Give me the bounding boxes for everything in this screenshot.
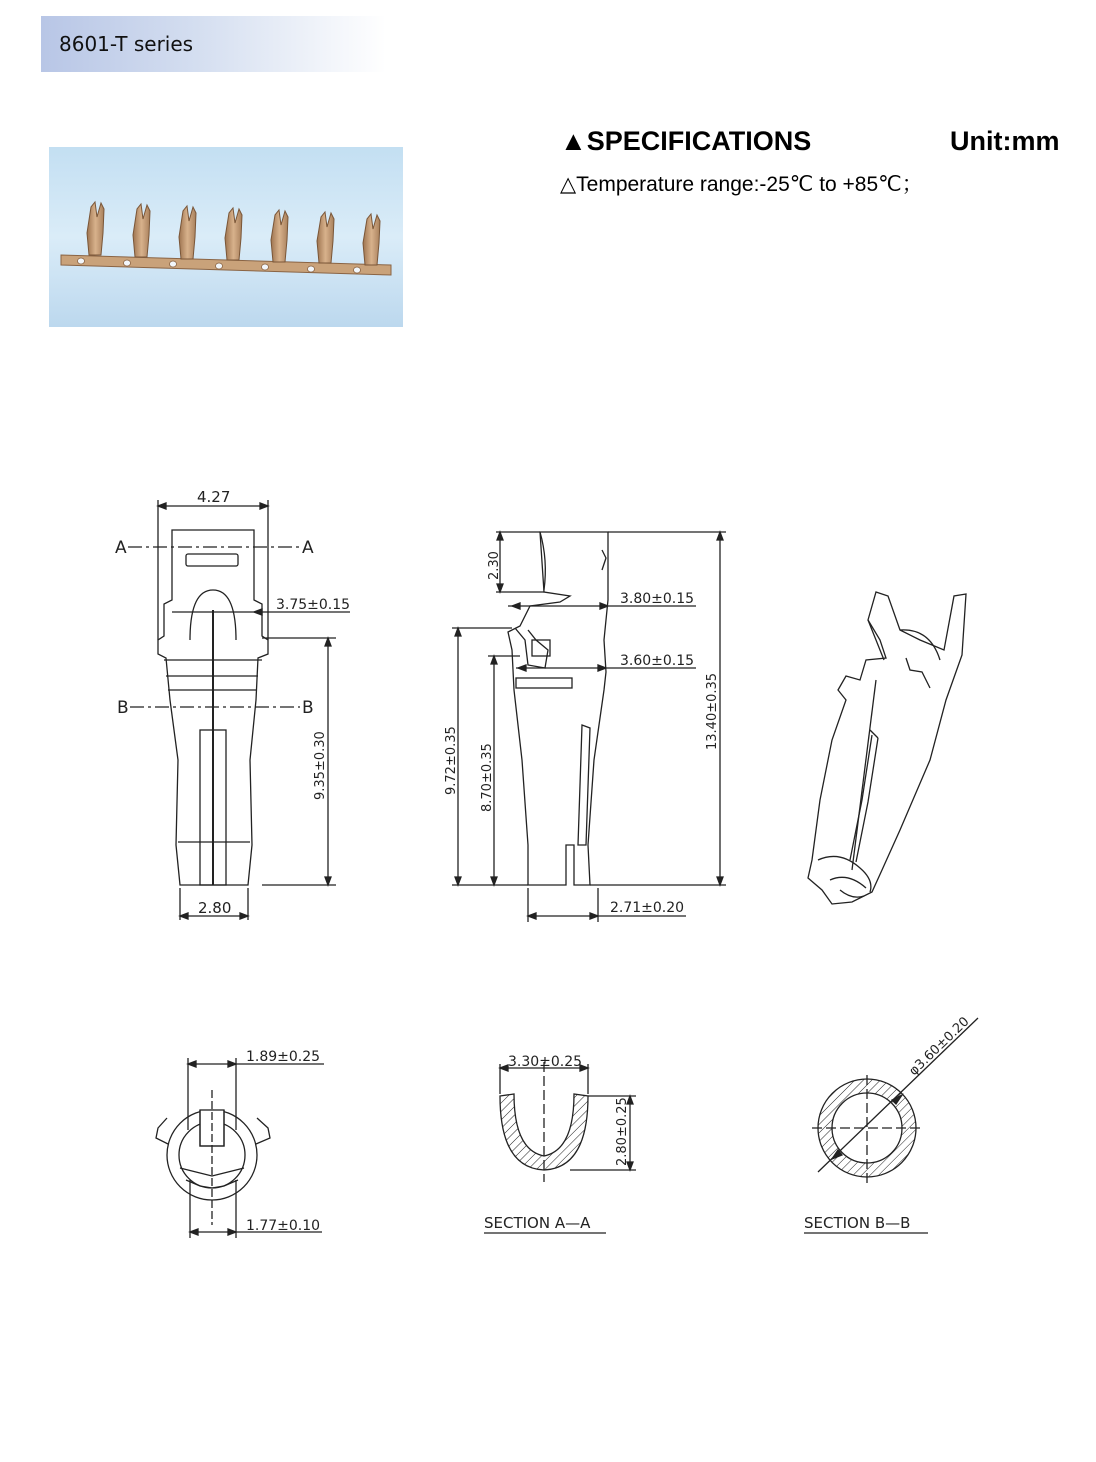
dim-width-top: 4.27: [197, 488, 231, 506]
section-aa-label: SECTION A—A: [484, 1214, 591, 1232]
series-title: 8601-T series: [59, 32, 194, 56]
dim-230: 2.30: [487, 551, 502, 580]
dim-330: 3.30±0.25: [508, 1054, 583, 1070]
front-view: [115, 488, 350, 920]
dim-diameter-360: φ3.60±0.20: [906, 1014, 973, 1079]
side-view: [444, 532, 726, 922]
dim-360: 3.60±0.15: [620, 653, 695, 669]
specifications-heading: ▲SPECIFICATIONS: [560, 126, 812, 156]
dim-375: 3.75±0.15: [276, 597, 351, 613]
dim-271: 2.71±0.20: [610, 900, 685, 916]
temperature-range: △Temperature range:-25℃ to +85℃；: [560, 173, 923, 196]
dim-870: 8.70±0.35: [480, 743, 495, 812]
dim-280: 2.80±0.25: [615, 1097, 630, 1166]
unit-label: Unit:mm: [950, 126, 1060, 156]
section-b-label-right: B: [302, 698, 314, 718]
isometric-view: [808, 592, 966, 904]
dim-380: 3.80±0.15: [620, 591, 695, 607]
section-a-label-left: A: [115, 538, 127, 558]
end-view: [156, 1049, 324, 1238]
dim-width-bottom: 2.80: [198, 899, 232, 917]
section-a-label-right: A: [302, 538, 314, 558]
dim-972: 9.72±0.35: [444, 726, 459, 795]
dim-177: 1.77±0.10: [246, 1218, 321, 1234]
section-bb: [804, 1014, 978, 1233]
section-bb-label: SECTION B—B: [804, 1214, 911, 1232]
section-aa: [484, 1054, 636, 1233]
section-b-label-left: B: [117, 698, 129, 718]
dim-1340: 13.40±0.35: [705, 672, 720, 750]
dim-935: 9.35±0.30: [313, 731, 328, 800]
dim-189: 1.89±0.25: [246, 1049, 321, 1065]
